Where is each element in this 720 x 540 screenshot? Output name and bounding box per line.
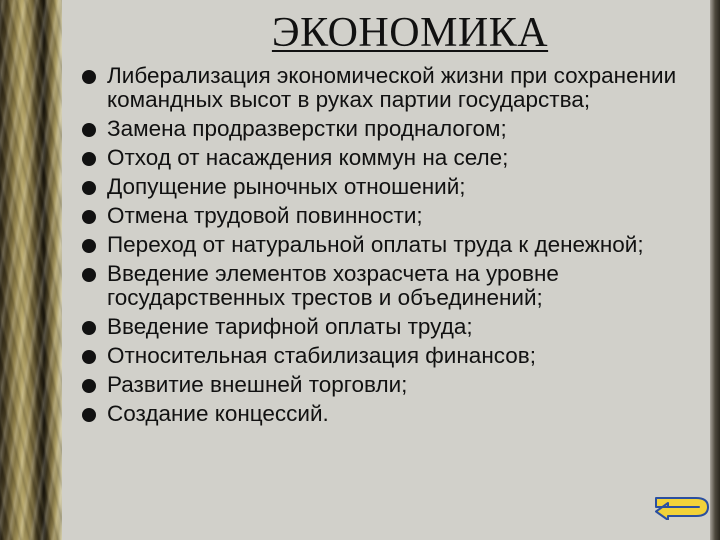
list-item (80, 175, 705, 199)
bullet-list (80, 64, 705, 431)
bullet-icon (82, 408, 96, 422)
list-item-text: Относительная стабилизация финансов; (107, 343, 536, 368)
bullet-icon (82, 350, 96, 364)
slide-title: ЭКОНОМИКА (271, 10, 549, 56)
list-item (80, 262, 705, 310)
list-item-text: Введение тарифной оплаты труда; (107, 314, 473, 339)
list-item (80, 233, 705, 257)
bullet-icon (82, 379, 96, 393)
list-item (80, 64, 705, 112)
list-item-text: Создание концессий. (107, 401, 329, 426)
list-item-text: Переход от натуральной оплаты труда к денежной; (107, 232, 644, 257)
list-item (80, 117, 705, 141)
list-item (80, 402, 705, 426)
bullet-icon (82, 70, 96, 84)
decorative-side-panel (0, 0, 62, 540)
decorative-right-edge (710, 0, 720, 540)
bullet-icon (82, 239, 96, 253)
list-item (80, 146, 705, 170)
bullet-icon (82, 321, 96, 335)
bullet-icon (82, 181, 96, 195)
bullet-icon (82, 123, 96, 137)
list-item (80, 315, 705, 339)
list-item (80, 373, 705, 397)
list-item-text: Либерализация экономической жизни при сохранении командных высот в руках партии государства; (107, 63, 677, 112)
list-item-text: Отход от насаждения коммун на селе; (107, 145, 509, 170)
list-item (80, 344, 705, 368)
bullet-icon (82, 152, 96, 166)
list-item-text: Развитие внешней торговли; (107, 372, 408, 397)
list-item-text: Замена продразверстки продналогом; (107, 116, 507, 141)
return-arrow-graphic (652, 488, 712, 520)
bullet-icon (82, 210, 96, 224)
list-item (80, 204, 705, 228)
list-item-text: Введение элементов хозрасчета на уровне государственных трестов и объединений; (107, 261, 559, 310)
list-item-text: Допущение рыночных отношений; (107, 174, 466, 199)
list-item-text: Отмена трудовой повинности; (107, 203, 423, 228)
bullet-icon (82, 268, 96, 282)
return-arrow-icon[interactable] (652, 488, 712, 520)
